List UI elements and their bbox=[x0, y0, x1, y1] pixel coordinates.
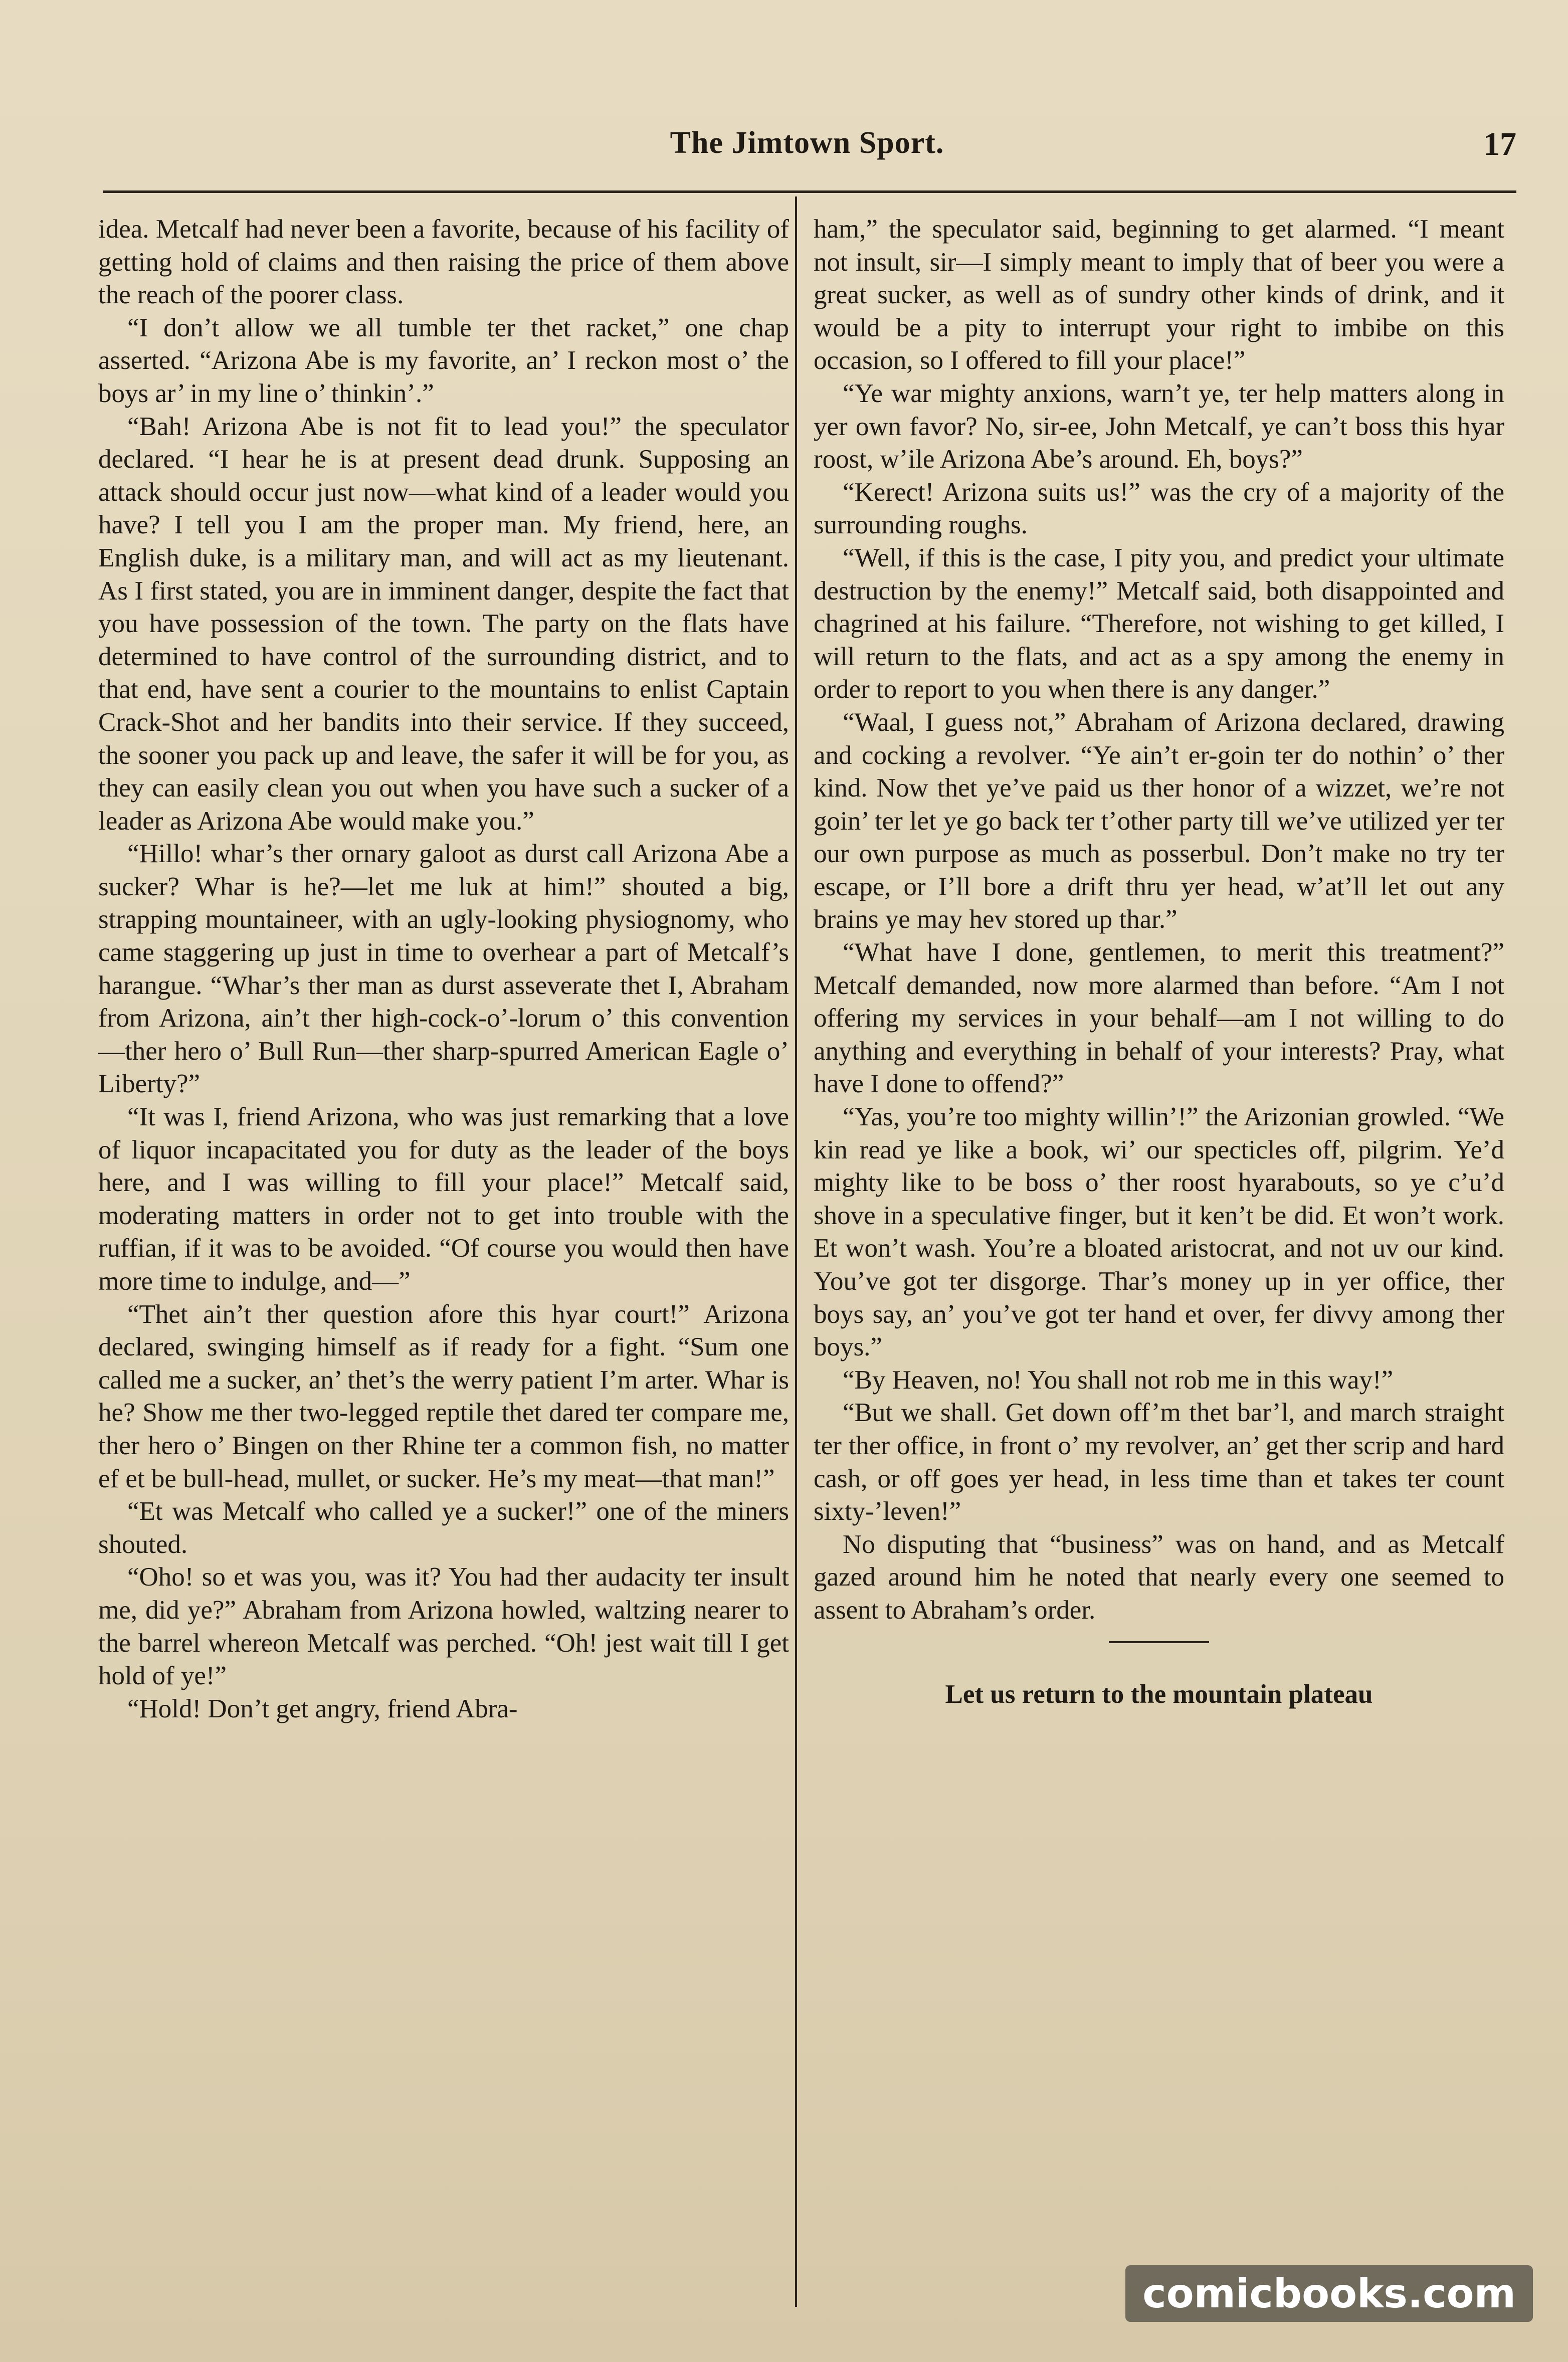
paragraph: “Hillo! whar’s ther ornary galoot as durst call Arizona Abe a sucker? Whar is he?—let me luk at him!” shouted a big, strapping mountaineer, with an ugly-looking physiognomy, who came staggering up just in time to overhear a part of Metcalf’s harangue. “Whar’s ther man as durst asseverate thet I, Abraham from Arizona, ain’t ther high-cock-o’-lorum o’ this convention—ther hero o’ Bull Run—ther sharp-spurred American Eagle o’ Liberty?” bbox=[98, 839, 789, 1099]
running-title: The Jimtown Sport. bbox=[670, 126, 944, 160]
left-column bbox=[98, 213, 789, 1725]
paragraph: No disputing that “business” was on hand, and as Metcalf gazed around him he noted that nearly every one seemed to assent to Abraham’s order. bbox=[814, 1529, 1504, 1625]
paragraph: “Et was Metcalf who called ye a sucker!” one of the miners shouted. bbox=[98, 1497, 789, 1559]
column-divider bbox=[795, 196, 797, 2307]
paragraph: “But we shall. Get down off’m thet bar’l, and march straight ter ther office, in front o’ my revolver, an’ get ther scrip and hard cash, or off goes yer head, in less time than et takes ter count sixty-’leven!” bbox=[814, 1398, 1504, 1526]
right-column bbox=[814, 213, 1504, 1711]
paragraph: “Kerect! Arizona suits us!” was the cry of a majority of the surrounding roughs. bbox=[814, 477, 1504, 540]
paragraph: “By Heaven, no! You shall not rob me in this way!” bbox=[843, 1365, 1394, 1395]
paragraph: “Yas, you’re too mighty willin’!” the Arizonian growled. “We kin read ye like a book, wi’ our specticles off, pilgrim. Ye’d mighty like to be boss o’ ther roost hyarabouts, so ye c’u’d shove in a speculative finger, but it ken’t be did. Et won’t work. Et won’t wash. You’re a bloated aristocrat, and not uv our kind. You’ve got ter disgorge. Thar’s money up in yer office, ther boys say, an’ you’ve got ter hand et over, fer divvy among ther boys.” bbox=[814, 1102, 1504, 1362]
paragraph: idea. Metcalf had never been a favorite, because of his facility of getting hold of claims and then raising the price of them above the reach of the poorer class. bbox=[98, 215, 789, 310]
paragraph: “I don’t allow we all tumble ter thet racket,” one chap asserted. “Arizona Abe is my favorite, an’ I reckon most o’ the boys ar’ in my line o’ thinkin’.” bbox=[98, 313, 789, 408]
section-divider bbox=[1109, 1641, 1209, 1643]
paragraph: “It was I, friend Arizona, who was just remarking that a love of liquor incapacitated you for duty as the leader of the boys here, and I was willing to fill your place!” Metcalf said, moderating matters in order not to get into trouble with the ruffian, if it was to be avoided. “Of course you would then have more time to indulge, and—” bbox=[98, 1102, 789, 1296]
paragraph: “Hold! Don’t get angry, friend Abra- bbox=[127, 1694, 518, 1723]
paragraph: “Waal, I guess not,” Abraham of Arizona declared, drawing and cocking a revolver. “Ye ain’t er-goin ter do nothin’ o’ ther kind. Now thet ye’ve paid us ther honor of a wizzet, we’re not goin’ ter let ye go back ter t’other party till we’ve utilized yer ter our own purpose as much as posserbul. Don’t make no try ter escape, or I’ll bore a drift thru yer head, w’at’ll let out any brains ye may hev stored up thar.” bbox=[814, 707, 1504, 934]
paragraph: “What have I done, gentlemen, to merit this treatment?” Metcalf demanded, now more alarmed than before. “Am I not offering my services in your behalf—am I not willing to do anything and everything in behalf of your interests? Pray, what have I done to offend?” bbox=[814, 938, 1504, 1099]
page-number: 17 bbox=[1483, 126, 1516, 162]
paragraph: “Well, if this is the case, I pity you, and predict your ultimate destruction by the enemy!” Metcalf said, both disappointed and chagrined at his failure. “Therefore, not wishing to get killed, I will return to the flats, and act as a spy among the enemy in order to report to you when there is any danger.” bbox=[814, 543, 1504, 704]
paragraph: ham,” the speculator said, beginning to get alarmed. “I meant not insult, sir—I simply meant to imply that of beer you were a great sucker, as well as of sundry other kinds of drink, and it would be a pity to interrupt your right to imbibe on this occasion, so I offered to fill your place!” bbox=[814, 215, 1504, 375]
header-rule bbox=[103, 190, 1516, 193]
page-header bbox=[98, 125, 1516, 180]
paragraph: “Thet ain’t ther question afore this hyar court!” Arizona declared, swinging himself as if ready for a fight. “Sum one called me a sucker, an’ thet’s the werry patient I’m arter. Whar is he? Show me ther two-legged reptile thet dared ter compare me, ther hero o’ Bingen on ther Rhine ter a common fish, no matter ef et be bull-head, mullet, or sucker. He’s my meat—that man!” bbox=[98, 1299, 789, 1493]
paragraph: “Oho! so et was you, was it? You had ther audacity ter insult me, did ye?” Abraham from Arizona howled, waltzing nearer to the barrel whereon Metcalf was perched. “Oh! jest wait till I get hold of ye!” bbox=[98, 1562, 789, 1691]
section-break-line: Let us return to the mountain plateau bbox=[945, 1679, 1373, 1709]
paragraph: “Ye war mighty anxions, warn’t ye, ter help matters along in yer own favor? No, sir-ee, John Metcalf, ye can’t boss this hyar roost, w’ile Arizona Abe’s around. Eh, boys?” bbox=[814, 378, 1504, 474]
watermark: comicbooks.com bbox=[1125, 2265, 1533, 2322]
paragraph: “Bah! Arizona Abe is not fit to lead you!” the speculator declared. “I hear he is at present dead drunk. Supposing an attack should occur just now—what kind of a leader would you have? I tell you I am the proper man. My friend, here, an English duke, is a military man, and will act as my lieutenant. As I first stated, you are in imminent danger, despite the fact that you have possession of the town. The party on the flats have determined to have control of the surrounding district, and to that end, have sent a courier to the mountains to enlist Captain Crack-Shot and her bandits into their service. If they succeed, the sooner you pack up and leave, the safer it will be for you, as they can easily clean you out when you have such a sucker of a leader as Arizona Abe would make you.” bbox=[98, 412, 789, 836]
